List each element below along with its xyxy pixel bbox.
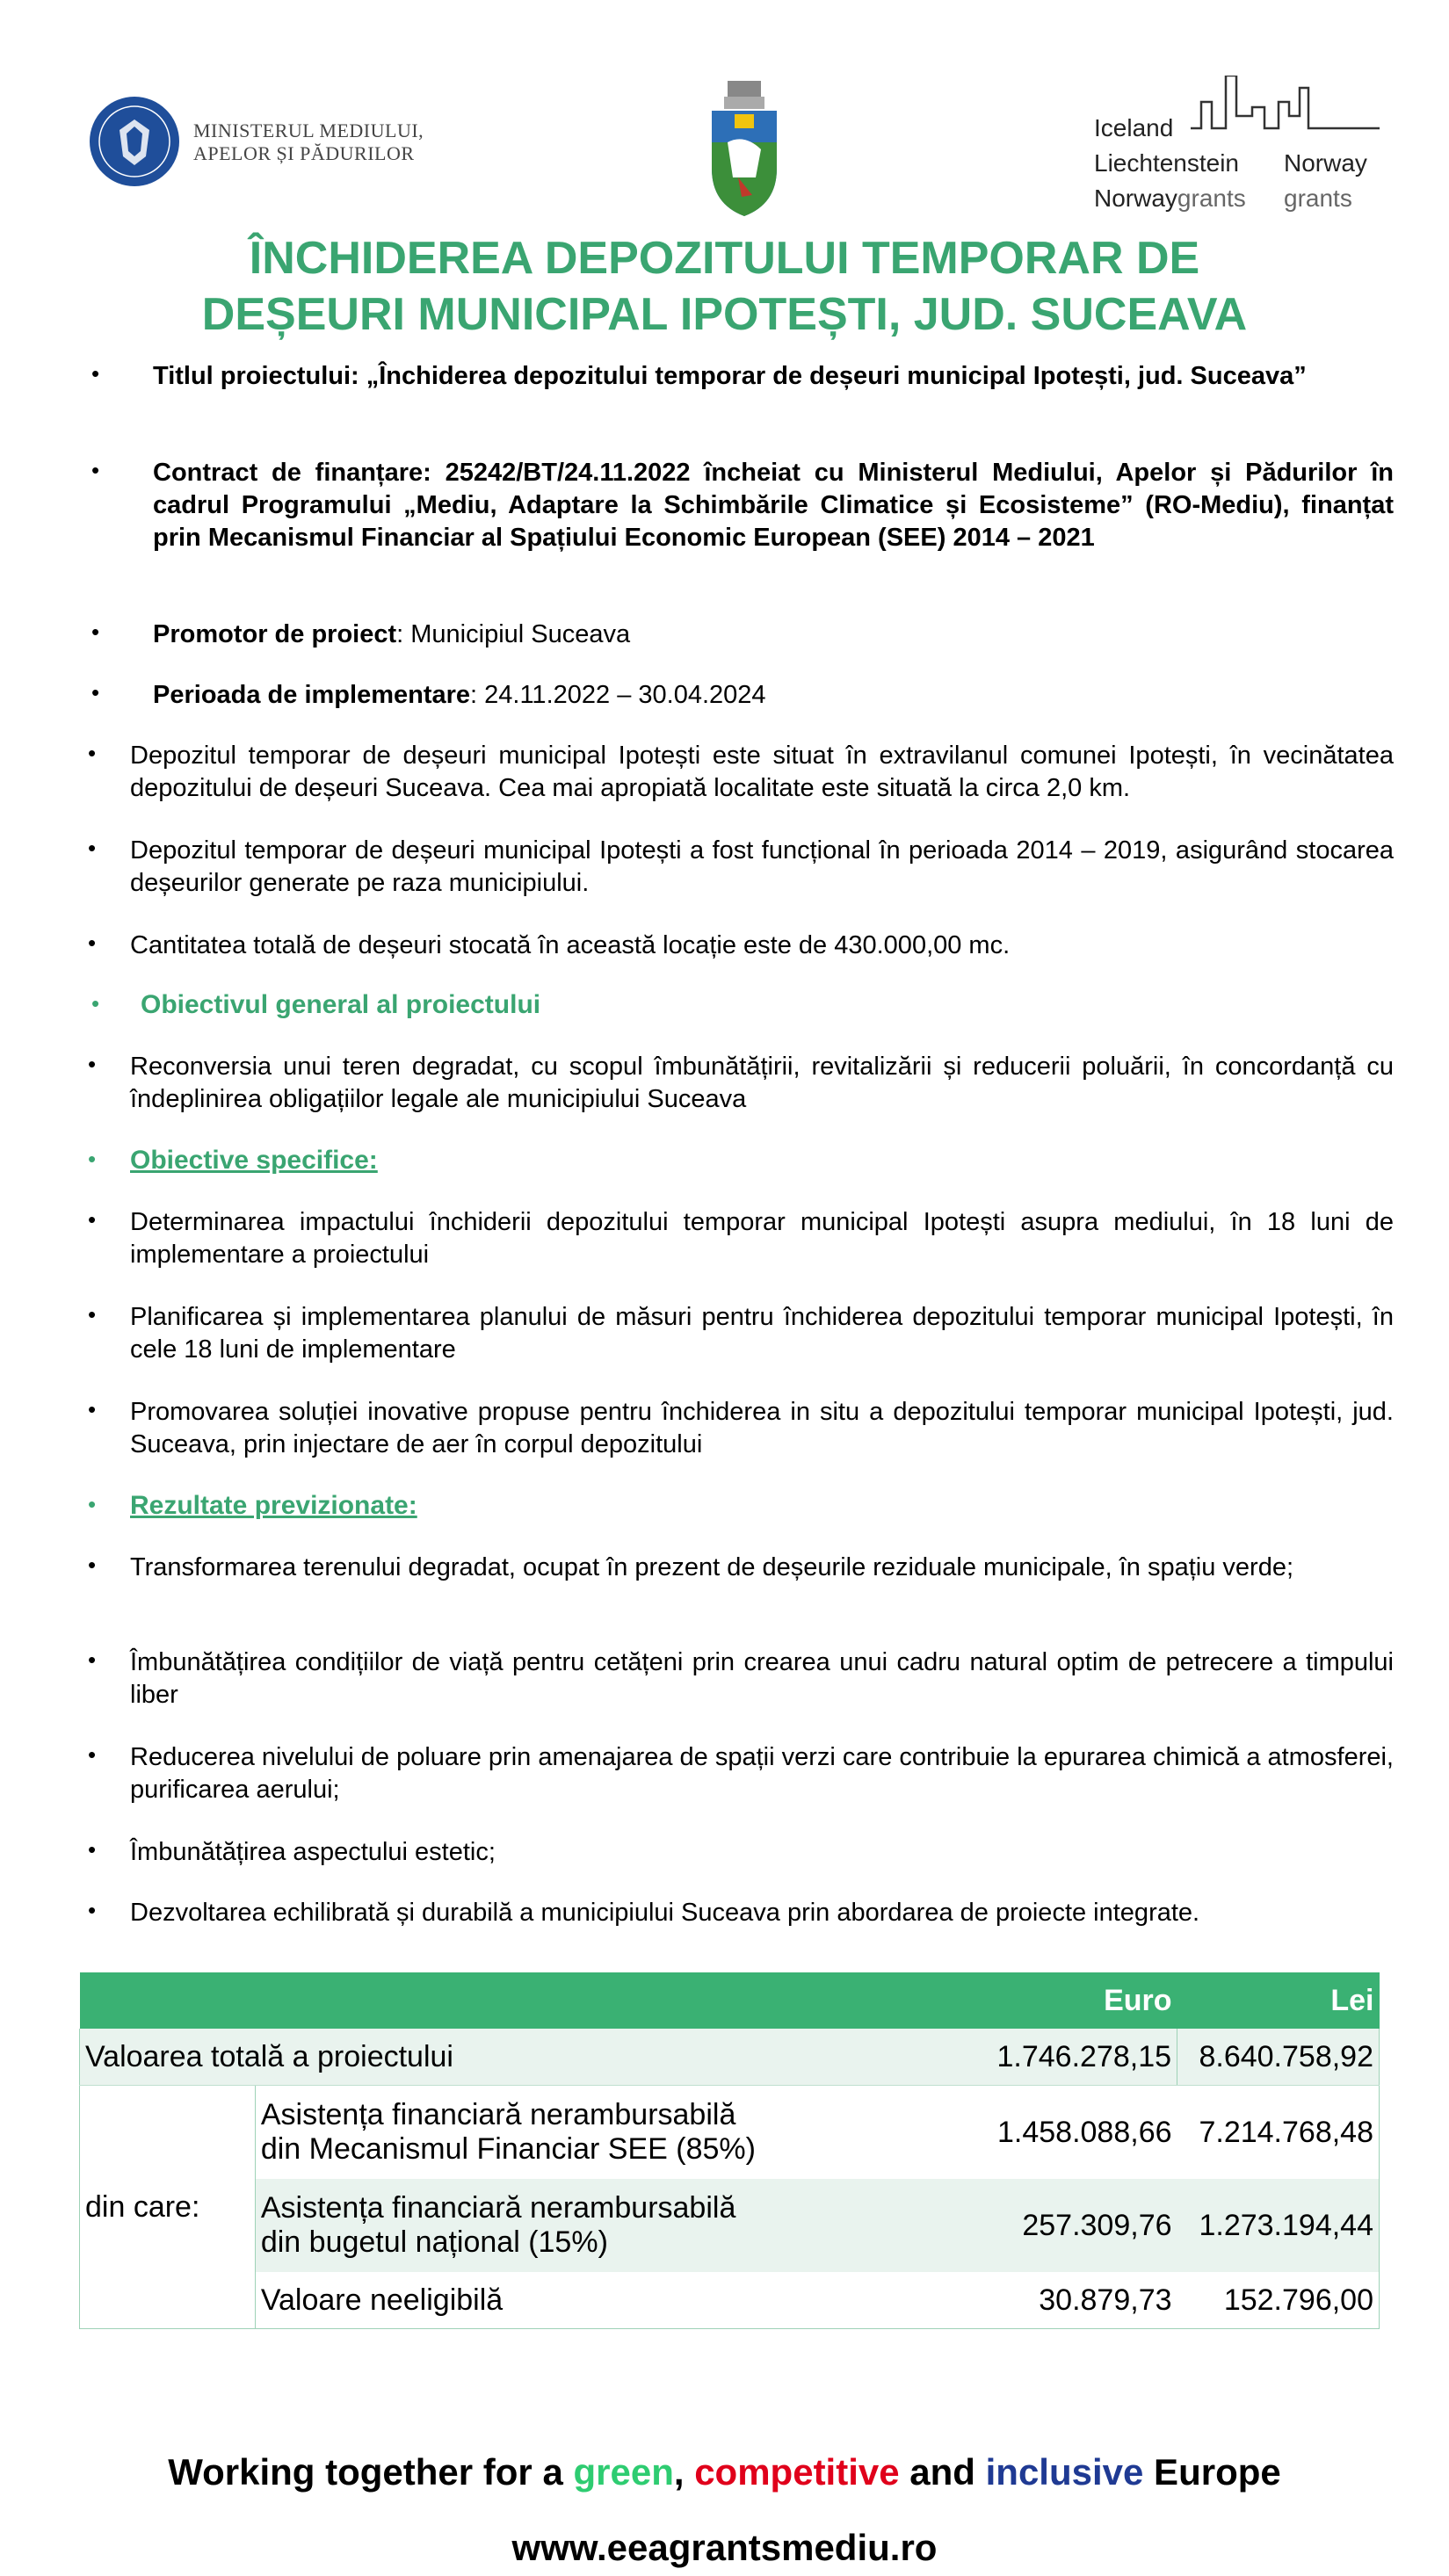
total-label: Valoarea totală a proiectului xyxy=(80,2029,975,2086)
objective-general-text: Reconversia unui teren degradat, cu scopul îmbunătățirii, revitalizării și reducerii poluării, în concordanță cu îndeplinirea obligațiilor legale ale municipiului Suceava xyxy=(130,1053,1394,1113)
bullet-icon: • xyxy=(88,1206,97,1233)
total-lei: 8.640.758,92 xyxy=(1177,2029,1380,2086)
suceava-crest-icon xyxy=(703,81,786,218)
bullet-icon: • xyxy=(88,740,97,766)
bullet-icon: • xyxy=(91,360,100,387)
slogan-part: and xyxy=(899,2451,986,2493)
promotor-label: Promotor de proiect xyxy=(153,620,397,648)
title-line-1: ÎNCHIDEREA DEPOZITULUI TEMPORAR DE xyxy=(249,233,1200,284)
result-text: Îmbunătățirea aspectului estetic; xyxy=(130,1838,496,1866)
ministry-name xyxy=(193,119,424,165)
bullet-icon: • xyxy=(91,457,100,483)
project-title-text: Titlul proiectului: „Închiderea depozitului temporar de deșeuri municipal Ipotești, jud. Suceava” xyxy=(153,362,1307,390)
table-header-empty xyxy=(80,1972,975,2029)
table-row xyxy=(80,2272,1380,2329)
description-text: Depozitul temporar de deșeuri municipal Ipotești a fost funcțional în perioada 2014 – 2019, asigurând stocarea deșeurilor generate pe raza municipiului. xyxy=(130,836,1394,897)
bullet-icon: • xyxy=(88,1301,97,1328)
bullet-icon: • xyxy=(88,1552,97,1578)
row-a-euro: 1.458.088,66 xyxy=(996,2115,1172,2149)
description-text: Cantitatea totală de deșeuri stocată în această locație este de 430.000,00 mc. xyxy=(130,931,1011,959)
bullet-icon: • xyxy=(91,990,100,1017)
row-c-lei: 152.796,00 xyxy=(1177,2272,1380,2329)
row-b-label-line1: Asistența financiară nerambursabilă xyxy=(260,2191,736,2225)
grants-norway-2: Norway xyxy=(1284,149,1367,177)
row-a-label-line2: din Mecanismul Financiar SEE (85%) xyxy=(260,2132,756,2166)
result-text: Reducerea nivelului de poluare prin amenajarea de spații verzi care contribuie la epurarea chimică a atmosferei, purificarea aerului; xyxy=(130,1743,1394,1804)
grants-liechtenstein: Liechtenstein xyxy=(1094,149,1240,177)
slogan-part: Europe xyxy=(1143,2451,1281,2493)
description-text: Depozitul temporar de deșeuri municipal Ipotești este situat în extravilanul comunei Ipotești, în vecinătatea depozitului de deșeuri Suceava. Cea mai apropiată localitate este situată la circa 2,0 km. xyxy=(130,742,1394,802)
skyline-icon xyxy=(1191,76,1380,137)
budget-table xyxy=(79,1972,1380,2329)
bullet-icon: • xyxy=(88,1836,97,1863)
result-text: Îmbunătățirea condițiilor de viață pentru cetățeni prin crearea unui cadru natural optim de petrecere a timpului liber xyxy=(130,1648,1394,1709)
objectives-specific-title: Obiective specifice: xyxy=(130,1146,378,1175)
row-c-label: Valoare neeligibilă xyxy=(255,2272,974,2329)
objective-specific-text: Planificarea și implementarea planului de măsuri pentru închiderea depozitului temporar municipal Ipotești, în cele 18 luni de implementare xyxy=(130,1303,1394,1364)
column-lei: Lei xyxy=(1177,1972,1380,2029)
bullet-icon: • xyxy=(91,619,100,645)
table-row xyxy=(80,2086,1380,2180)
result-text: Transformarea terenului degradat, ocupat în prezent de deșeurile reziduale municipale, în spațiu verde; xyxy=(130,1553,1294,1581)
bullet-icon: • xyxy=(88,835,97,861)
bullet-icon: • xyxy=(88,1897,97,1923)
row-b-euro: 257.309,76 xyxy=(975,2179,1177,2272)
grants-word: grants xyxy=(1177,185,1246,212)
row-c-euro: 30.879,73 xyxy=(975,2272,1177,2329)
contract-text: : 25242/BT/24.11.2022 încheiat cu Ministerul Mediului, Apelor și Pădurilor în cadrul Programului „Mediu, Adaptare la Schimbările Climatice și Ecosisteme” (RO-Mediu), finanțat prin Mecanismul Financiar al Spațiului Economic European (SEE) 2014 – 2021 xyxy=(153,459,1394,552)
bullet-icon: • xyxy=(88,1146,97,1172)
slogan-part: , xyxy=(673,2451,695,2493)
objective-specific-text: Determinarea impactului închiderii depozitului temporar municipal Ipotești asupra mediului, în 18 luni de implementare a proiectului xyxy=(130,1208,1394,1269)
objective-specific-text: Promovarea soluției inovative propuse pentru închiderea in situ a depozitului temporar municipal Ipotești, jud. Suceava, prin injectare de aer în corpul depozitului xyxy=(130,1398,1394,1458)
table-row xyxy=(80,2179,1380,2272)
din-care-label: din care: xyxy=(80,2086,256,2329)
row-a-label xyxy=(255,2086,974,2180)
table-row-total xyxy=(80,2029,1380,2086)
objective-general-title: Obiectivul general al proiectului xyxy=(141,990,541,1019)
promotor-text: : Municipiul Suceava xyxy=(396,620,631,648)
row-a-lei: 7.214.768,48 xyxy=(1177,2086,1380,2180)
government-seal-icon xyxy=(88,95,181,188)
slogan-inclusive: inclusive xyxy=(985,2451,1144,2493)
website-link[interactable]: www.eeagrantsmediu.ro xyxy=(511,2527,938,2568)
title-line-2: DEȘEURI MUNICIPAL IPOTEȘTI, JUD. SUCEAVA xyxy=(201,289,1248,340)
slogan-green: green xyxy=(573,2451,674,2493)
row-b-label xyxy=(255,2179,974,2272)
period-label: Perioada de implementare xyxy=(153,681,471,709)
bullet-icon: • xyxy=(88,1051,97,1077)
period-text: : 24.11.2022 – 30.04.2024 xyxy=(470,681,766,709)
total-euro: 1.746.278,15 xyxy=(975,2029,1177,2086)
grants-iceland: Iceland xyxy=(1094,114,1174,141)
bullet-icon: • xyxy=(88,930,97,956)
ministry-line-1: MINISTERUL MEDIULUI, xyxy=(193,119,424,141)
page-title xyxy=(53,230,1396,343)
row-a-label-line1: Asistența financiară nerambursabilă xyxy=(260,2098,736,2131)
bullet-icon: • xyxy=(91,679,100,706)
grants-norway: Norway xyxy=(1094,185,1177,212)
result-text: Dezvoltarea echilibrată și durabilă a municipiului Suceava prin abordarea de proiecte integrate. xyxy=(130,1899,1200,1927)
ministry-line-2: APELOR ȘI PĂDURILOR xyxy=(193,142,415,164)
row-b-lei: 1.273.194,44 xyxy=(1177,2179,1380,2272)
bullet-icon: • xyxy=(88,1741,97,1768)
bullet-icon: • xyxy=(88,1396,97,1422)
bullet-icon: • xyxy=(88,1646,97,1673)
grants-word-2: grants xyxy=(1284,185,1352,212)
slogan-part: Working together for a xyxy=(168,2451,574,2493)
bullet-icon: • xyxy=(88,1491,97,1517)
row-b-label-line2: din bugetul național (15%) xyxy=(260,2225,608,2259)
column-euro: Euro xyxy=(975,1972,1177,2029)
footer-slogan xyxy=(0,2451,1449,2493)
slogan-competitive: competitive xyxy=(694,2451,900,2493)
contract-label: Contract de finanțare xyxy=(153,459,424,487)
results-title: Rezultate previzionate: xyxy=(130,1491,417,1520)
table-header-row xyxy=(80,1972,1380,2029)
